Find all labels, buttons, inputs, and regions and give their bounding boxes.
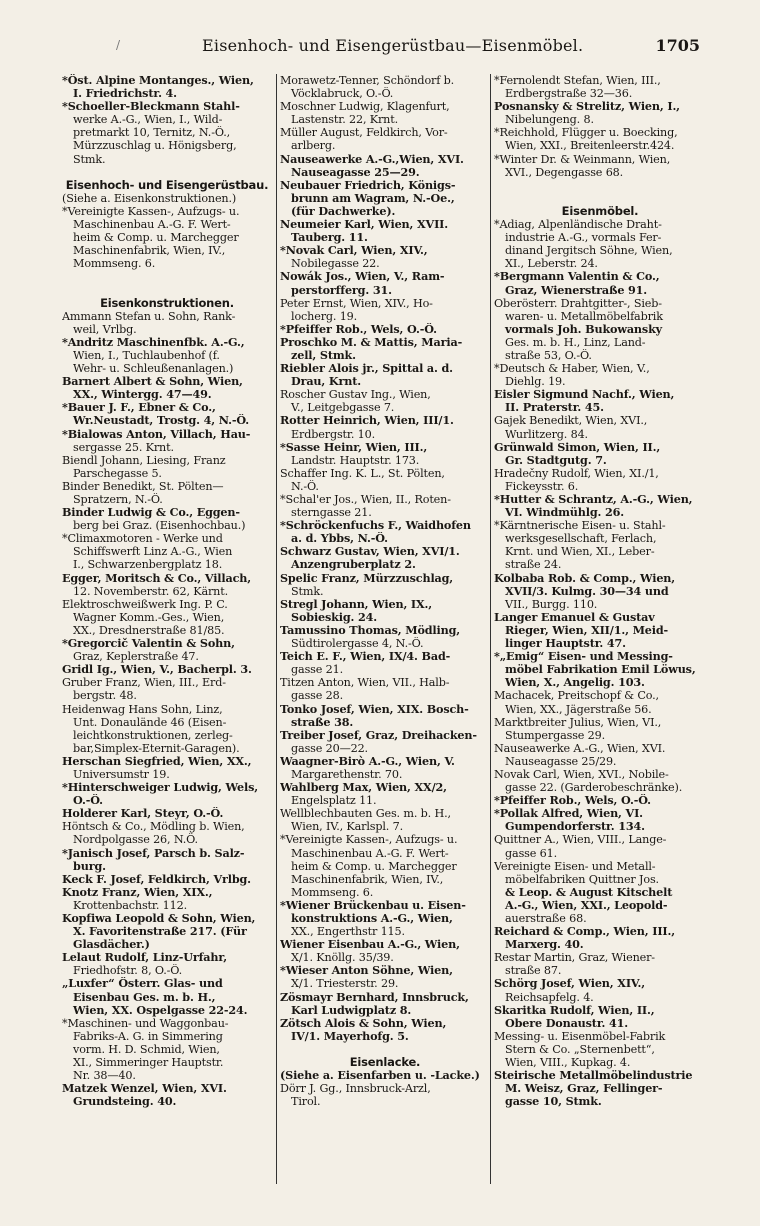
- listing-line: Kolbaba Rob. & Comp., Wien,: [494, 571, 676, 585]
- listing-line: *Deutsch & Haber, Wien, V.,: [494, 362, 650, 376]
- listing-line: Grundsteing. 40.: [62, 1095, 177, 1109]
- listing-line: Morawetz-Tenner, Schöndorf b.: [280, 74, 455, 87]
- listing-line: Wiener Eisenbau A.-G., Wien,: [280, 938, 460, 952]
- listing-line: a. d. Ybbs, N.-Ö.: [280, 532, 388, 546]
- listing-line: Grünwald Simon, Wien, II.,: [494, 440, 661, 454]
- listing-line: (Siehe a. Eisenkonstruktionen.): [62, 191, 237, 205]
- listing-line: perstorfferg. 31.: [280, 283, 392, 297]
- listing-line: *Andritz Maschinenfbk. A.-G.,: [62, 335, 245, 349]
- listing-line: bar,Simplex-Eternit-Garagen).: [62, 741, 240, 755]
- listing-line: Holderer Karl, Steyr, O.-Ö.: [62, 807, 224, 821]
- listing-line: Universumstr 19.: [62, 767, 170, 781]
- listing-line: Riebler Alois jr., Spittal a. d.: [280, 362, 453, 376]
- listing-line: *Winter Dr. & Weinmann, Wien,: [494, 152, 671, 166]
- listing-line: Gr. Stadtgutg. 7.: [494, 453, 607, 467]
- listing-line: „Luxfer“ Österr. Glas- und: [62, 977, 223, 991]
- listing-line: Wien, XX., Jägerstraße 56.: [494, 702, 652, 716]
- listing-line: Wehr- u. Schleußenanlagen.): [62, 362, 234, 376]
- listing-line: Schörg Josef, Wien, XIV.,: [494, 977, 645, 991]
- page-header: [60, 36, 700, 62]
- listing-line: Wien, X., Angelig. 103.: [494, 676, 645, 690]
- listing-line: Restar Martin, Graz, Wiener-: [494, 951, 655, 965]
- listing-line: Unt. Donaulände 46 (Eisen-: [62, 715, 227, 729]
- listing-line: *Wieser Anton Söhne, Wien,: [280, 964, 453, 978]
- listing-line: I. Friedrichstr. 4.: [62, 87, 177, 101]
- listing-line: Karl Ludwigplatz 8.: [280, 1003, 412, 1017]
- listing-line: gasse 28.: [280, 689, 343, 703]
- listing-line: XX., Dresdnerstraße 81/85.: [62, 623, 225, 637]
- section-heading: Eisenlacke.: [349, 1055, 421, 1070]
- listing-line: Neumeier Karl, Wien, XVII.: [280, 218, 448, 232]
- listing-line: Teich E. F., Wien, IX/4. Bad-: [280, 650, 451, 664]
- listing-line: weil, Vrlbg.: [62, 322, 137, 336]
- listing-line: Knotz Franz, Wien, XIX.,: [62, 885, 213, 899]
- listing-line: *Hutter & Schrantz, A.-G., Wien,: [494, 493, 693, 506]
- listing-line: locherg. 19.: [280, 309, 358, 323]
- listing-line: Wien, VIII., Kupkag. 4.: [494, 1056, 631, 1070]
- listing-line: Wien, I., Tuchlaubenhof (f.: [62, 348, 220, 362]
- listing-line: (Siehe a. Eisenfarben u. -Lacke.): [280, 1069, 480, 1083]
- listing-line: [62, 270, 272, 283]
- listing-line: Gumpendorferstr. 134.: [494, 820, 645, 834]
- listing-line: XX., Engerthstr 115.: [280, 925, 405, 939]
- listing-line: Vöcklabruck, O.-Ö.: [280, 87, 394, 101]
- listing-line: Schwarz Gustav, Wien, XVI/1.: [280, 545, 460, 559]
- listing-line: heim & Comp. u. Marchegger: [280, 859, 457, 873]
- listing-line: waren- u. Metallmöbelfabrik: [494, 309, 663, 323]
- listing-line: Fabriks-A. G. in Simmering: [62, 1029, 223, 1043]
- listing-line: VII., Burgg. 110.: [494, 597, 598, 611]
- listing-line: Vereinigte Eisen- und Metall-: [494, 859, 656, 873]
- listing-line: brunn am Wagram, N.-Oe.,: [280, 191, 455, 205]
- listing-line: Fickeysstr. 6.: [494, 479, 579, 493]
- listing-line: Mommseng. 6.: [62, 257, 156, 271]
- listing-line: *Kärntnerische Eisen- u. Stahl-: [494, 519, 666, 533]
- listing-line: Moschner Ludwig, Klagenfurt,: [280, 100, 450, 114]
- listing-line: *Fernolendt Stefan, Wien, III.,: [494, 74, 661, 87]
- listing-line: Dörr J. Gg., Innsbruck-Arzl,: [280, 1082, 431, 1096]
- listing-line: gasse 10, Stmk.: [494, 1095, 602, 1109]
- listing-line: Oberösterr. Drahtgitter-, Sieb-: [494, 296, 662, 310]
- column-3: [494, 74, 706, 1194]
- listing-line: Höntsch & Co., Mödling b. Wien,: [62, 820, 245, 834]
- listing-line: Maschinenbau A.-G. F. Wert-: [280, 846, 449, 860]
- listing-line: Heidenwag Hans Sohn, Linz,: [62, 702, 223, 716]
- listing-line: Krottenbachstr. 112.: [62, 898, 187, 912]
- listing-line: X/1. Triesterstr. 29.: [280, 977, 399, 991]
- listing-line: Nordpolgasse 26, N.Ö.: [62, 833, 198, 847]
- listing-line: Novak Carl, Wien, XVI., Nobile-: [494, 767, 669, 781]
- listing-line: Wagner Komm.-Ges., Wien,: [62, 610, 225, 624]
- margin-mark: /: [116, 38, 121, 52]
- listing-line: *Schal'er Jos., Wien, II., Roten-: [280, 493, 451, 506]
- listing-line: Wurlitzerg. 84.: [494, 427, 588, 441]
- listing-line: Müller August, Feldkirch, Vor-: [280, 126, 448, 140]
- listing-line: werke A.-G., Wien, I., Wild-: [62, 113, 223, 127]
- listing-line: Diehlg. 19.: [494, 375, 566, 389]
- listing-line: Neubauer Friedrich, Königs-: [280, 178, 456, 192]
- listing-line: Graz, Keplerstraße 47.: [62, 650, 199, 664]
- listing-line: auerstraße 68.: [494, 912, 587, 925]
- listing-line: Nauseawerke A.-G., Wien, XVI.: [494, 741, 666, 755]
- listing-line: leichtkonstruktionen, zerleg-: [62, 728, 233, 742]
- listing-line: *Pfeiffer Rob., Wels, O.-Ö.: [494, 794, 651, 808]
- listing-line: Steirische Metallmöbelindustrie: [494, 1069, 693, 1083]
- listing-line: Matzek Wenzel, Wien, XVI.: [62, 1082, 227, 1096]
- listing-line: gasse 20—22.: [280, 741, 368, 755]
- listing-line: Zösmayr Bernhard, Innsbruck,: [280, 990, 469, 1004]
- listing-line: arlberg.: [280, 139, 336, 153]
- listing-line: Tonko Josef, Wien, XIX. Bosch-: [280, 702, 469, 716]
- listing-line: Quittner A., Wien, VIII., Lange-: [494, 833, 667, 847]
- listing-line: Wien, IV., Karlspl. 7.: [280, 820, 403, 834]
- listing-line: Friedhofstr. 8, O.-Ö.: [62, 964, 183, 978]
- listing-line: straße 87.: [494, 964, 562, 978]
- listing-line: Lastenstr. 22, Krnt.: [280, 113, 398, 127]
- listing-line: Margarethenstr. 70.: [280, 767, 403, 781]
- listing-line: Posnansky & Strelitz, Wien, I.,: [494, 100, 680, 114]
- listing-line: konstruktions A.-G., Wien,: [280, 912, 453, 925]
- listing-line: Stern & Co. „Sternenbett“,: [494, 1042, 655, 1056]
- listing-line: werksgesellschaft, Ferlach,: [494, 532, 657, 546]
- listing-line: Spratzern, N.-Ö.: [62, 493, 163, 506]
- listing-line: Stmk.: [280, 584, 324, 598]
- listing-line: Wahlberg Max, Wien, XX/2,: [280, 781, 447, 795]
- listing-line: Eisenbau Ges. m. b. H.,: [62, 990, 216, 1004]
- listing-line: 12. Novemberstr. 62, Kärnt.: [62, 584, 228, 598]
- listing-line: Binder Benedikt, St. Pölten—: [62, 479, 224, 493]
- listing-line: Maschinenbau A.-G. F. Wert-: [62, 218, 231, 232]
- listing-line: M. Weisz, Graz, Fellinger-: [494, 1082, 663, 1096]
- listing-line: Elektroschweißwerk Ing. P. C.: [62, 597, 228, 611]
- listing-line: Wien, XX. Ospelgasse 22-24.: [62, 1003, 248, 1017]
- listing-line: Reichard & Comp., Wien, III.,: [494, 925, 675, 939]
- listing-line: *Reichhold, Flügger u. Boecking,: [494, 126, 678, 140]
- listing-line: Nauseagasse 25—29.: [280, 165, 420, 179]
- listing-line: XX., Wintergg. 47—49.: [62, 388, 212, 402]
- listing-line: Waagner-Birò A.-G., Wien, V.: [280, 754, 455, 768]
- listing-line: Keck F. Josef, Feldkirch, Vrlbg.: [62, 872, 251, 886]
- listing-line: Ammann Stefan u. Sohn, Rank-: [62, 309, 236, 323]
- listing-line: [494, 179, 706, 192]
- listing-line: Egger, Moritsch & Co., Villach,: [62, 571, 251, 585]
- listing-line: heim & Comp. u. Marchegger: [62, 231, 239, 245]
- listing-line: sergasse 25. Krnt.: [62, 440, 174, 454]
- listing-line: gasse 61.: [494, 846, 557, 860]
- listing-line: Biendl Johann, Liesing, Franz: [62, 453, 226, 467]
- listing-line: bergstr. 48.: [62, 689, 137, 703]
- listing-line: *Adiag, Alpenländische Draht-: [494, 218, 662, 232]
- listing-line: Barnert Albert & Sohn, Wien,: [62, 375, 243, 389]
- listing-line: Nibelungeng. 8.: [494, 113, 594, 127]
- listing-line: I., Schwarzenbergplatz 18.: [62, 558, 223, 572]
- listing-line: Erdbergstr. 10.: [280, 427, 376, 441]
- listing-line: Ges. m. b. H., Linz, Land-: [494, 335, 646, 349]
- listing-line: Rotter Heinrich, Wien, III/1.: [280, 414, 454, 428]
- listing-line: Wellblechbauten Ges. m. b. H.,: [280, 807, 451, 821]
- listing-line: pretmarkt 10, Ternitz, N.-Ö.,: [62, 126, 231, 140]
- section-heading: Eisenmöbel.: [561, 203, 639, 218]
- listing-line: Titzen Anton, Wien, VII., Halb-: [280, 676, 450, 690]
- listing-line: vormals Joh. Bukowansky: [494, 322, 663, 336]
- listing-line: möbelfabriken Quittner Jos.: [494, 872, 659, 886]
- listing-line: IV/1. Mayerhofg. 5.: [280, 1029, 409, 1043]
- listing-line: Treiber Josef, Graz, Dreihacken-: [280, 728, 477, 742]
- listing-line: Tirol.: [280, 1095, 321, 1109]
- listing-line: Landstr. Hauptstr. 173.: [280, 453, 420, 467]
- listing-line: Stmk.: [62, 152, 106, 166]
- listing-line: straße 53, O.-Ö.: [494, 348, 592, 362]
- listing-line: [62, 284, 272, 297]
- column-1: [62, 74, 272, 1194]
- listing-line: Erdbergstraße 32—36.: [494, 87, 633, 101]
- listing-line: & Leop. & August Kitschelt: [494, 885, 673, 899]
- listing-line: Parschegasse 5.: [62, 466, 162, 480]
- listing-line: Schiffswerft Linz A.-G., Wien: [62, 545, 233, 559]
- listing-line: Kopfiwa Leopold & Sohn, Wien,: [62, 912, 256, 925]
- listing-line: XI., Leberstr. 24.: [494, 257, 598, 271]
- listing-line: Anzengruberplatz 2.: [280, 558, 416, 572]
- listing-line: *Novak Carl, Wien, XIV.,: [280, 244, 428, 258]
- listing-line: Drau, Krnt.: [280, 375, 361, 389]
- listing-line: Reichsapfelg. 4.: [494, 990, 594, 1004]
- listing-line: *Maschinen- und Waggonbau-: [62, 1016, 229, 1030]
- section-heading: Eisenhoch- und Eisengerüstbau.: [65, 177, 269, 192]
- listing-line: II. Praterstr. 45.: [494, 401, 604, 415]
- listing-line: Roscher Gustav Ing., Wien,: [280, 388, 431, 402]
- column-2: [280, 74, 490, 1194]
- section-heading: Eisenkonstruktionen.: [100, 295, 234, 310]
- listing-line: Glasdächer.): [62, 938, 150, 952]
- listing-line: *Sasse Heinr, Wien, III.,: [280, 440, 428, 454]
- listing-line: *Vereinigte Kassen-, Aufzugs- u.: [280, 833, 458, 847]
- listing-line: N.-Ö.: [280, 479, 319, 493]
- listing-line: *Pfeiffer Rob., Wels, O.-Ö.: [280, 322, 437, 336]
- listing-line: Nobilegasse 22.: [280, 257, 380, 271]
- listing-line: Tauberg. 11.: [280, 231, 368, 245]
- page-number: 1705: [655, 36, 700, 55]
- listing-line: *Hinterschweiger Ludwig, Wels,: [62, 781, 258, 795]
- listing-line: Engelsplatz 11.: [280, 794, 377, 808]
- listing-line: Peter Ernst, Wien, XIV., Ho-: [280, 296, 433, 310]
- listing-line: Schaffer Ing. K. L., St. Pölten,: [280, 466, 445, 480]
- listing-line: Eisler Sigmund Nachf., Wien,: [494, 388, 675, 402]
- listing-line: *„Emig“ Eisen- und Messing-: [494, 650, 673, 664]
- listing-line: (für Dachwerke).: [280, 204, 396, 218]
- listing-line: Obere Donaustr. 41.: [494, 1016, 629, 1030]
- listing-line: *Janisch Josef, Parsch b. Salz-: [62, 846, 245, 860]
- page-title: Eisenhoch- und Eisengerüstbau—Eisenmöbel.: [202, 36, 584, 55]
- listing-line: Stregl Johann, Wien, IX.,: [280, 597, 433, 611]
- listing-line: Krnt. und Wien, XI., Leber-: [494, 545, 655, 559]
- listing-line: Mommseng. 6.: [280, 885, 374, 899]
- listing-line: *Wiener Brückenbau u. Eisen-: [280, 898, 466, 912]
- listing-line: Binder Ludwig & Co., Eggen-: [62, 506, 240, 520]
- listing-line: XVI., Degengasse 68.: [494, 165, 624, 179]
- listing-line: *Schoeller-Bleckmann Stahl-: [62, 100, 240, 114]
- listing-line: gasse 22. (Garderobeschränke).: [494, 781, 683, 795]
- listing-line: burg.: [62, 859, 106, 873]
- listing-line: Sobieskig. 24.: [280, 610, 378, 624]
- listing-line: sterngasse 21.: [280, 506, 372, 520]
- listing-line: Machacek, Preitschopf & Co.,: [494, 689, 659, 703]
- listing-line: [62, 166, 272, 179]
- listing-line: *Climaxmotoren - Werke und: [62, 532, 223, 546]
- listing-line: Marxerg. 40.: [494, 938, 584, 952]
- listing-line: [494, 192, 706, 205]
- listing-line: Nauseagasse 25/29.: [494, 754, 617, 768]
- listing-line: Gajek Benedikt, Wien, XVI.,: [494, 414, 648, 428]
- listing-line: Graz, Wienerstraße 91.: [494, 283, 648, 297]
- listing-line: *Vereinigte Kassen-, Aufzugs- u.: [62, 204, 240, 218]
- listing-line: *Öst. Alpine Montanges., Wien,: [62, 74, 254, 87]
- listing-line: X/1. Knöllg. 35/39.: [280, 951, 394, 965]
- listing-line: Messing- u. Eisenmöbel-Fabrik: [494, 1029, 666, 1043]
- listing-line: XI., Simmeringer Hauptstr.: [62, 1056, 224, 1070]
- listing-line: Rieger, Wien, XII/1., Meid-: [494, 623, 669, 637]
- listing-line: Gridl Ig., Wien, V., Bacherpl. 3.: [62, 663, 252, 677]
- listing-line: dinand Jergitsch Söhne, Wien,: [494, 244, 673, 258]
- listing-line: Tamussino Thomas, Mödling,: [280, 623, 461, 637]
- directory-columns: [62, 74, 702, 1194]
- listing-line: *Bauer J. F., Ebner & Co.,: [62, 401, 216, 415]
- listing-line: Marktbreiter Julius, Wien, VI.,: [494, 715, 662, 729]
- listing-line: Wien, XXI., Breitenleerstr.424.: [494, 139, 675, 153]
- listing-line: Nowák Jos., Wien, V., Ram-: [280, 270, 445, 284]
- listing-line: Lelaut Rudolf, Linz-Urfahr,: [62, 951, 228, 965]
- listing-line: Proschko M. & Mattis, Maria-: [280, 335, 463, 349]
- listing-line: X. Favoritenstraße 217. (Für: [62, 925, 247, 939]
- listing-line: Stumpergasse 29.: [494, 728, 606, 742]
- listing-line: Hradečny Rudolf, Wien, XI./1,: [494, 466, 659, 480]
- listing-line: Maschinenfabrik, Wien, IV.,: [280, 872, 444, 886]
- listing-line: möbel Fabrikation Emil Löwus,: [494, 663, 696, 677]
- listing-line: Herschan Siegfried, Wien, XX.,: [62, 754, 252, 768]
- listing-line: Zötsch Alois & Sohn, Wien,: [280, 1016, 447, 1030]
- listing-line: berg bei Graz. (Eisenhochbau.): [62, 519, 246, 533]
- listing-line: V., Leitgebgasse 7.: [280, 401, 395, 415]
- listing-line: *Schröckenfuchs F., Waidhofen: [280, 519, 471, 533]
- listing-line: XVII/3. Kulmg. 30—34 und: [494, 584, 669, 598]
- listing-line: Skaritka Rudolf, Wien, II.,: [494, 1003, 655, 1017]
- listing-line: O.-Ö.: [62, 794, 103, 808]
- listing-line: vorm. H. D. Schmid, Wien,: [62, 1042, 220, 1056]
- listing-line: Wr.Neustadt, Trostg. 4, N.-Ö.: [62, 414, 250, 428]
- listing-line: linger Hauptstr. 47.: [494, 637, 626, 651]
- listing-line: straße 38.: [280, 715, 354, 729]
- listing-line: straße 24.: [494, 558, 562, 572]
- listing-line: Spelic Franz, Mürzzuschlag,: [280, 571, 454, 585]
- listing-line: Südtirolergasse 4, N.-Ö.: [280, 637, 424, 651]
- listing-line: *Bergmann Valentin & Co.,: [494, 270, 660, 284]
- listing-line: Langer Emanuel & Gustav: [494, 610, 655, 624]
- listing-line: gasse 21.: [280, 663, 343, 677]
- listing-line: *Gregorcič Valentin & Sohn,: [62, 637, 235, 651]
- listing-line: Mürzzuschlag u. Hönigsberg,: [62, 139, 237, 153]
- listing-line: *Bialowas Anton, Villach, Hau-: [62, 427, 251, 441]
- listing-line: A.-G., Wien, XXI., Leopold-: [494, 898, 668, 912]
- listing-line: *Pollak Alfred, Wien, VI.: [494, 807, 643, 821]
- listing-line: VI. Windmühlg. 26.: [494, 506, 625, 520]
- listing-line: industrie A.-G., vormals Fer-: [494, 231, 662, 245]
- listing-line: Gruber Franz, Wien, III., Erd-: [62, 676, 226, 690]
- listing-line: zell, Stmk.: [280, 348, 356, 362]
- listing-line: Maschinenfabrik, Wien, IV.,: [62, 244, 226, 258]
- listing-line: Nr. 38—40.: [62, 1069, 136, 1083]
- listing-line: Nauseawerke A.-G.,Wien, XVI.: [280, 152, 464, 166]
